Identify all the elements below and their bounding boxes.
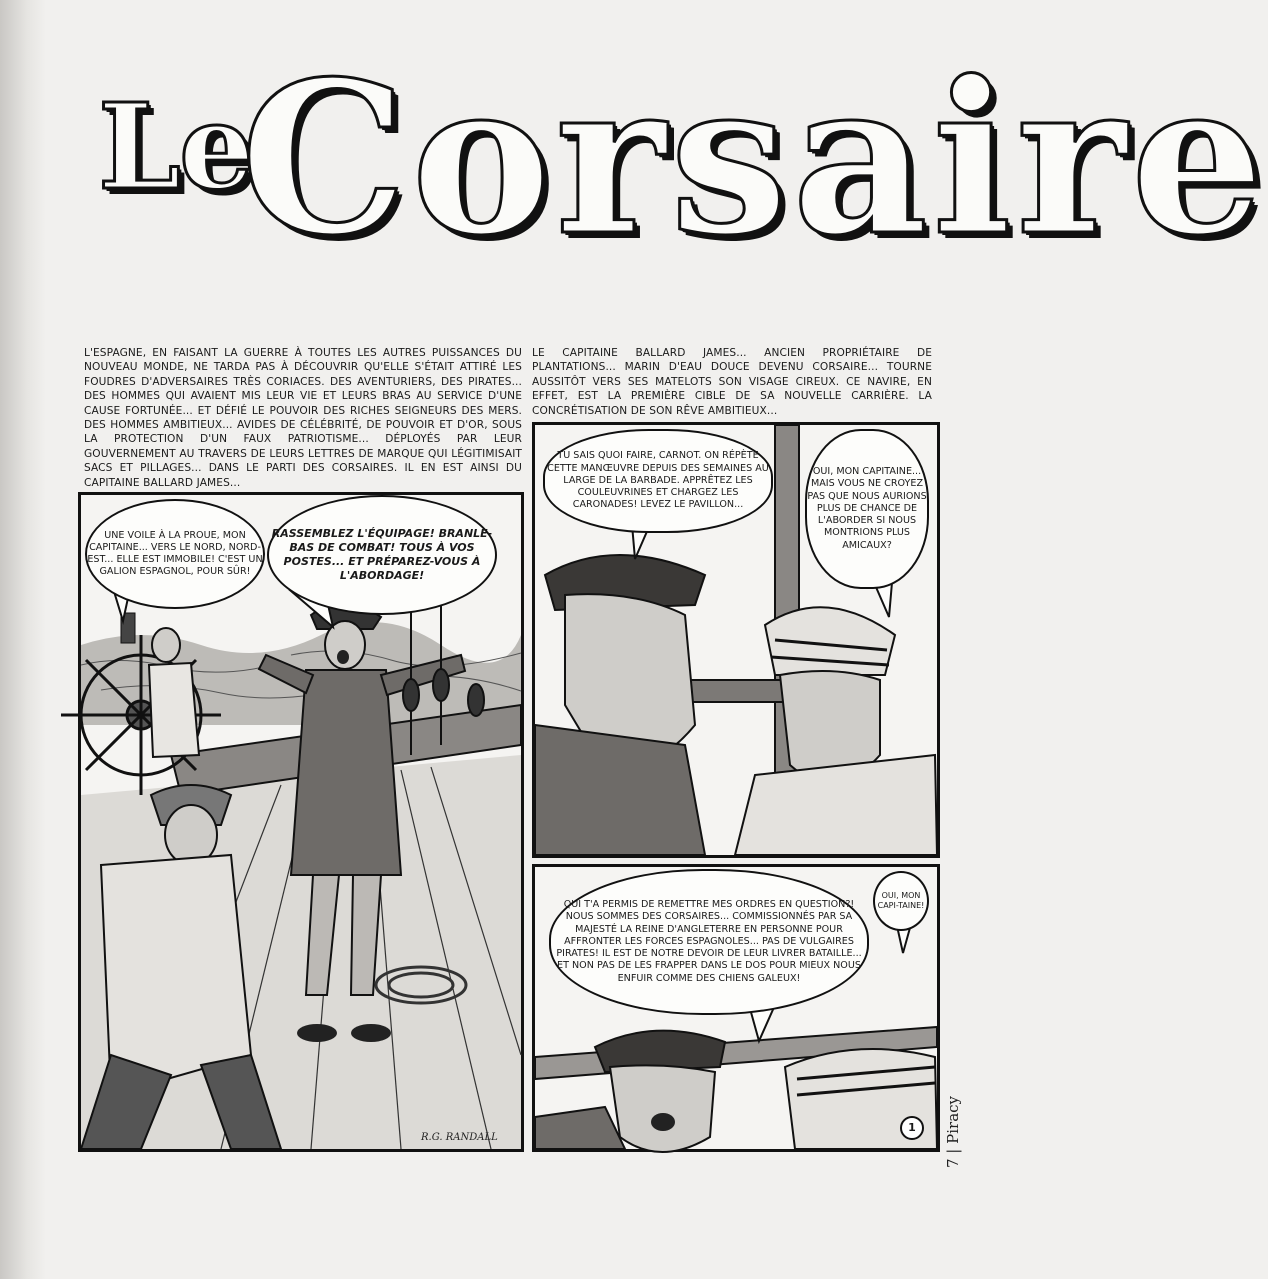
balloon-mate-p2-text: OUI, MON CAPITAINE... MAIS VOUS NE CROYEZ PAS QUE NOUS AURIONS PLUS DE CHANCE DE L'ABORDER SI NOUS MONTRIONS PLUS AMICAUX? <box>807 466 927 551</box>
balloon-mate-p3-text: OUI, MON CAPI-TAINE! <box>877 891 925 910</box>
balloon-mate-p2 <box>805 429 929 589</box>
narration-right <box>532 346 932 418</box>
title-word-corsaire: Corsaire <box>240 35 1268 282</box>
story-title <box>80 35 1268 288</box>
page-number-badge: 1 <box>900 1116 924 1140</box>
panel-3 <box>532 864 940 1152</box>
panel-2 <box>532 422 940 858</box>
panel-1 <box>78 492 524 1152</box>
balloon-captain-p2-text: TU SAIS QUOI FAIRE, CARNOT. ON RÉPÈTE CETTE MANŒUVRE DEPUIS DES SEMAINES AU LARGE DE LA BARBADE. APPRÊTEZ LES COULEUVRINES ET CHARGEZ LES CARONADES! LEVEZ LE PAVILLON... <box>547 450 769 511</box>
artist-signature: R.G. RANDALL <box>421 1132 498 1143</box>
balloon-lookout <box>85 499 265 609</box>
balloon-captain-p3 <box>549 869 869 1015</box>
title-word-le: Le <box>98 77 253 216</box>
narration-left-text: L'ESPAGNE, EN FAISANT LA GUERRE À TOUTES LES AUTRES PUISSANCES DU NOUVEAU MONDE, NE TARDA PAS À DÉCOUVRIR QU'ELLE S'ÉTAIT ATTIRÉ LES FOUDRES D'ADVERSAIRES TRÈS CORIACES. DES AVENTURIERS, DES PIRATES... DES HOMMES QUI AVAIENT MIS LEUR VIE ET LEURS BRAS AU SERVICE D'UNE CAUSE FORTUNÉE... ET DÉFIÉ LE POUVOIR DES RICHES SEIGNEURS DES MERS. DES HOMMES AMBITIEUX... AVIDES DE CÉLÉBRITÉ, DE POUVOIR ET D'OR, SOUS LA PROTECTION D'UN FAUX PATRIOTISME... DÉPLOYÉS PAR LEUR GOUVERNEMENT AU TRAVERS DE LEURS LETTRES DE MARQUE QUI LÉGITIMISAIT SACS ET PILLAGES... DANS LE PARTI DES CORSAIRES. IL EN EST AINSI DU CAPITAINE BALLARD JAMES... <box>84 347 522 489</box>
binding-shadow <box>0 0 46 1279</box>
balloon-captain-order-text: RASSEMBLEZ L'ÉQUIPAGE! BRANLE-BAS DE COMBAT! TOUS À VOS POSTES... ET PRÉPAREZ-VOUS À L'ABORDAGE! <box>271 527 493 582</box>
folio-text: 7 | Piracy <box>944 1095 962 1168</box>
narration-right-text: LE CAPITAINE BALLARD JAMES... ANCIEN PROPRIÉTAIRE DE PLANTATIONS... MARIN D'EAU DOUCE DEVENU CORSAIRE... TOURNE AUSSITÔT VERS SES MATELOTS SON VISAGE CIREUX. CE NAVIRE, EN EFFET, EST LA PREMIÈRE CIBLE DE SA NOUVELLE CARRIÈRE. LA CONCRÉTISATION DE SON RÊVE AMBITIEUX... <box>532 347 932 417</box>
balloon-mate-p3 <box>873 871 929 931</box>
narration-left <box>84 346 522 490</box>
balloon-captain-order <box>267 495 497 615</box>
balloon-captain-p3-text: QUI T'A PERMIS DE REMETTRE MES ORDRES EN QUESTION?! NOUS SOMMES DES CORSAIRES... COMMISSIONNÉS PAR SA MAJESTÉ LA REINE D'ANGLETERRE EN PERSONNE POUR AFFRONTER LES FORCES ESPAGNOLES... PAS DE VULGAIRES PIRATES! IL EST DE NOTRE DEVOIR DE LEUR LIVRER BATAILLE... ET NON PAS DE LES FRAPPER DANS LE DOS POUR MIEUX NOUS ENFUIR COMME DES CHIENS GALEUX! <box>556 899 862 984</box>
balloon-captain-p2 <box>543 429 773 533</box>
balloon-lookout-text: UNE VOILE À LA PROUE, MON CAPITAINE... VERS LE NORD, NORD-EST... ELLE EST IMMOBILE! C'EST UN GALION ESPAGNOL, POUR SÛR! <box>87 529 263 578</box>
